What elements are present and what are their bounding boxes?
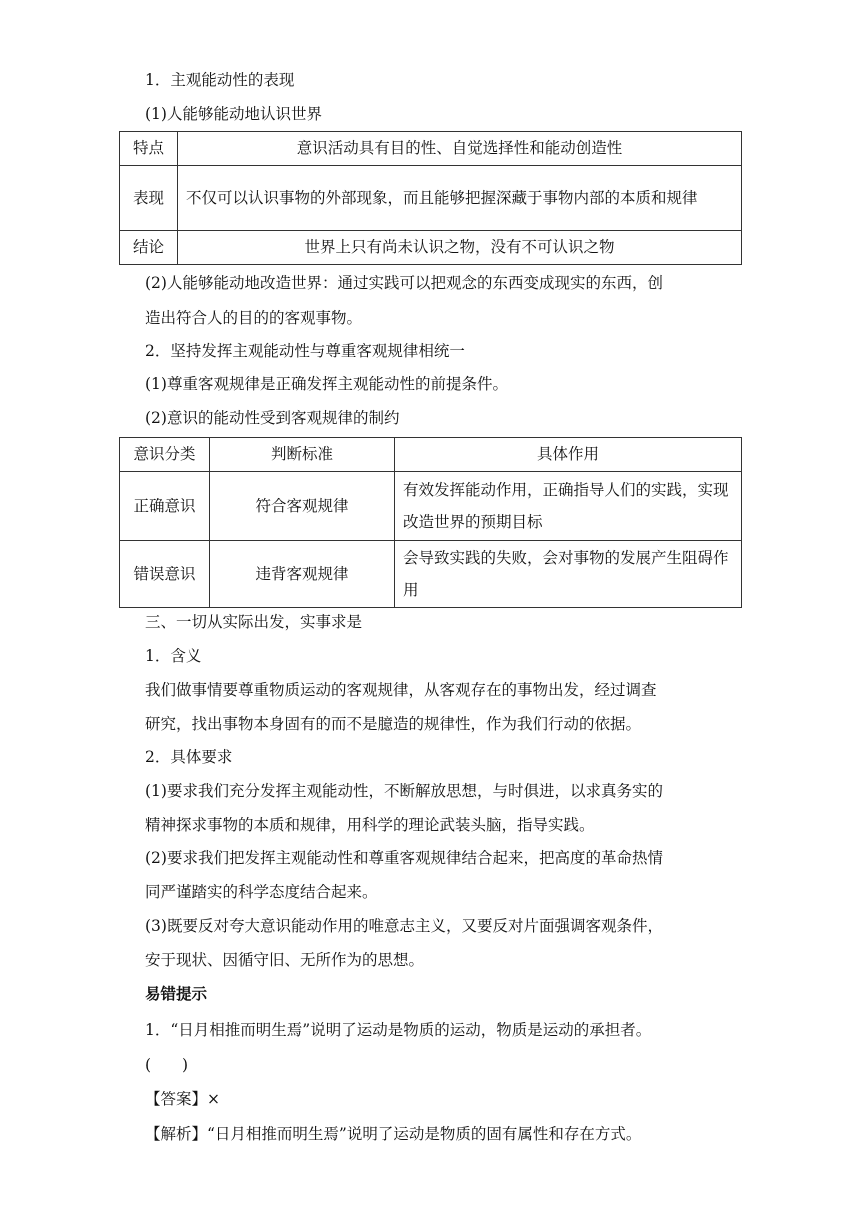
table-header-row <box>120 438 742 472</box>
heading-1-1: (1)人能够能动地认识世界 <box>145 105 322 123</box>
table-cell-label: 表现 <box>120 166 178 231</box>
paragraph: (1)要求我们充分发挥主观能动性，不断解放思想，与时俱进，以求真务实的 <box>145 782 663 800</box>
heading-1: 1．主观能动性的表现 <box>145 71 295 89</box>
table-header: 意识分类 <box>120 438 210 472</box>
paragraph: (2)要求我们把发挥主观能动性和尊重客观规律结合起来，把高度的革命热情 <box>145 849 663 867</box>
table-row <box>120 166 742 231</box>
question-paren: ( ) <box>145 1056 189 1074</box>
answer: 【答案】× <box>145 1090 220 1108</box>
table-cell-criterion: 符合客观规律 <box>210 472 395 541</box>
table-header: 具体作用 <box>395 438 742 472</box>
table-row <box>120 472 742 541</box>
table-cognition <box>119 131 742 265</box>
table-consciousness <box>119 437 742 608</box>
heading-3: 三、一切从实际出发，实事求是 <box>145 613 363 631</box>
heading-2: 2．坚持发挥主观能动性与尊重客观规律相统一 <box>145 342 465 360</box>
table-cell-content: 不仅可以认识事物的外部现象，而且能够把握深藏于事物内部的本质和规律 <box>178 166 742 231</box>
analysis: 【解析】“日月相推而明生焉”说明了运动是物质的固有属性和存在方式。 <box>145 1125 642 1143</box>
table-row <box>120 132 742 166</box>
paragraph: 精神探求事物的本质和规律，用科学的理论武装头脑，指导实践。 <box>145 816 595 834</box>
table-cell-effect: 会导致实践的失败，会对事物的发展产生阻碍作用 <box>395 541 742 608</box>
heading-3-1: 1．含义 <box>145 647 202 665</box>
paragraph: 我们做事情要尊重物质运动的客观规律，从客观存在的事物出发，经过调查 <box>145 681 657 699</box>
table-row <box>120 231 742 265</box>
paragraph: 同严谨踏实的科学态度结合起来。 <box>145 883 378 901</box>
table-row <box>120 541 742 608</box>
table-header: 判断标准 <box>210 438 395 472</box>
question: 1．“日月相推而明生焉”说明了运动是物质的运动，物质是运动的承担者。 <box>145 1021 652 1039</box>
table-cell-criterion: 违背客观规律 <box>210 541 395 608</box>
table-cell-content: 世界上只有尚未认识之物，没有不可认识之物 <box>178 231 742 265</box>
paragraph: 研究，找出事物本身固有的而不是臆造的规律性，作为我们行动的依据。 <box>145 715 642 733</box>
paragraph: (3)既要反对夸大意识能动作用的唯意志主义，又要反对片面强调客观条件， <box>145 917 663 935</box>
table-cell-label: 特点 <box>120 132 178 166</box>
paragraph: 造出符合人的目的的客观事物。 <box>145 309 363 327</box>
paragraph: (1)尊重客观规律是正确发挥主观能动性的前提条件。 <box>145 375 508 393</box>
table-cell-label: 结论 <box>120 231 178 265</box>
table-cell-category: 正确意识 <box>120 472 210 541</box>
heading-3-2: 2．具体要求 <box>145 748 233 766</box>
paragraph: 安于现状、因循守旧、无所作为的思想。 <box>145 951 425 969</box>
paragraph: (2)意识的能动性受到客观规律的制约 <box>145 409 400 427</box>
paragraph: (2)人能够能动地改造世界：通过实践可以把观念的东西变成现实的东西，创 <box>145 274 663 292</box>
table-cell-effect: 有效发挥能动作用，正确指导人们的实践，实现改造世界的预期目标 <box>395 472 742 541</box>
table-cell-category: 错误意识 <box>120 541 210 608</box>
tips-heading: 易错提示 <box>145 984 208 1003</box>
table-cell-content: 意识活动具有目的性、自觉选择性和能动创造性 <box>178 132 742 166</box>
